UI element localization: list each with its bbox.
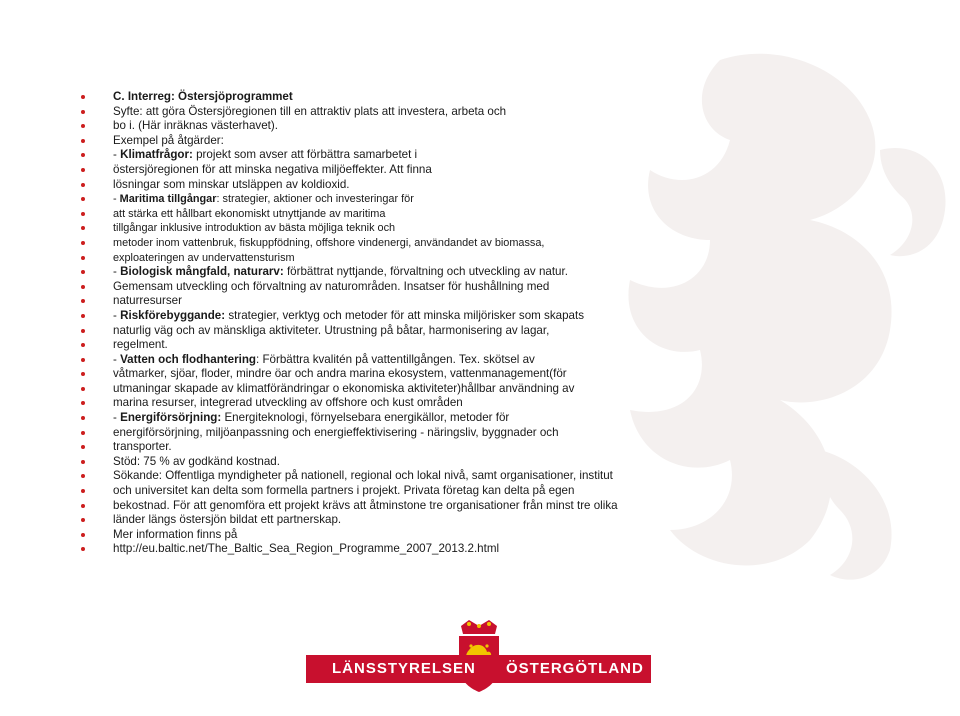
bullet-icon [81, 124, 85, 128]
text-run: - [113, 352, 121, 366]
bullet-icon [81, 197, 85, 201]
bullet-icon [81, 445, 85, 449]
list-item [75, 528, 655, 543]
bullet-icon [81, 183, 85, 187]
text-run: och universitet kan delta som formella partners i projekt. Privata företag kan delta på egen [113, 484, 575, 498]
text-run: bo i. (Här inräknas västerhavet). [113, 119, 278, 133]
bullet-icon [81, 474, 85, 478]
text-run: våtmarker, sjöar, floder, mindre öar och andra marina ekosystem, vattenmanagement(för [113, 367, 567, 381]
bullet-icon [81, 431, 85, 435]
text-run: bekostnad. För att genomföra ett projekt krävs att åtminstone tre organisationer från minst tre olika [113, 498, 618, 512]
bullet-icon [81, 226, 85, 230]
list-item [75, 105, 655, 120]
text-run: regelment. [113, 338, 168, 352]
bold-heading: Maritima tillgångar [119, 193, 217, 206]
text-run: http://eu.baltic.net/The_Baltic_Sea_Region_Programme_2007_2013.2.html [113, 542, 500, 556]
list-item [75, 382, 655, 397]
text-run: utmaningar skapade av klimatförändringar o ekonomiska aktiviteter)hållbar användning av [113, 381, 575, 395]
bold-heading: C. Interreg: Östersjöprogrammet [113, 90, 293, 103]
bullet-icon [81, 314, 85, 318]
list-item [75, 499, 655, 514]
list-item [75, 134, 655, 149]
list-item [75, 221, 655, 236]
text-run: marina resurser, integrerad utveckling av offshore och kust områden [113, 396, 463, 410]
list-item [75, 192, 655, 207]
text-run: länder längs östersjön bildat ett partnerskap. [113, 513, 342, 527]
list-item [75, 426, 655, 441]
list-item [75, 119, 655, 134]
text-run: naturresurser [113, 294, 182, 308]
list-item [75, 469, 655, 484]
text-run: metoder inom vattenbruk, fiskuppfödning, offshore vindenergi, användandet av biomassa, [113, 236, 545, 249]
text-run: förbättrat nyttjande, förvaltning och utveckling av natur. [283, 265, 568, 279]
bullet-list [75, 90, 655, 557]
bold-heading: Vatten och flodhantering [120, 352, 257, 366]
bullet-icon [81, 299, 85, 303]
list-item [75, 251, 655, 266]
text-run: Mer information finns på [113, 527, 238, 541]
text-run: - [113, 148, 121, 162]
text-run: Exempel på åtgärder: [113, 133, 224, 147]
text-run: Gemensam utveckling och förvaltning av naturområden. Insatser för hushållning med [113, 279, 550, 293]
list-item [75, 148, 655, 163]
list-item [75, 455, 655, 470]
bullet-icon [81, 95, 85, 99]
list-item [75, 396, 655, 411]
text-run: lösningar som minskar utsläppen av koldioxid. [113, 177, 350, 191]
bold-heading: Biologisk mångfald, naturarv: [120, 265, 284, 279]
list-item [75, 90, 655, 105]
list-item [75, 338, 655, 353]
bold-heading: Riskförebyggande: [120, 308, 226, 322]
bullet-icon [81, 241, 85, 245]
text-run: att stärka ett hållbart ekonomiskt utnyttjande av maritima [113, 207, 386, 220]
list-item [75, 324, 655, 339]
text-run: - [113, 265, 121, 279]
bullet-icon [81, 110, 85, 114]
list-item [75, 163, 655, 178]
bullet-icon [81, 153, 85, 157]
list-item [75, 484, 655, 499]
list-item [75, 294, 655, 309]
text-run: Sökande: Offentliga myndigheter på nationell, regional och lokal nivå, samt organisationer, institut [113, 469, 613, 483]
footer-logo [0, 620, 960, 716]
list-item [75, 236, 655, 251]
text-run: Syfte: att göra Östersjöregionen till en attraktiv plats att investera, arbeta och [113, 104, 507, 118]
list-item [75, 280, 655, 295]
text-run: - [113, 411, 121, 425]
list-item [75, 440, 655, 455]
list-item [75, 513, 655, 528]
text-run: - [113, 308, 121, 322]
list-item [75, 353, 655, 368]
bullet-icon [81, 372, 85, 376]
text-run: : Förbättra kvalitén på vattentillgången. Tex. skötsel av [256, 352, 535, 366]
bullet-icon [81, 401, 85, 405]
list-item [75, 178, 655, 193]
bullet-icon [81, 270, 85, 274]
bullet-icon [81, 212, 85, 216]
bullet-icon [81, 489, 85, 493]
text-run: : strategier, aktioner och investeringar för [216, 193, 414, 206]
bullet-icon [81, 547, 85, 551]
bullet-icon [81, 460, 85, 464]
bullet-icon [81, 343, 85, 347]
list-item [75, 411, 655, 426]
list-item [75, 309, 655, 324]
bullet-icon [81, 533, 85, 537]
bullet-icon [81, 518, 85, 522]
bullet-icon [81, 504, 85, 508]
list-item [75, 207, 655, 222]
text-run: naturlig väg och av mänskliga aktiviteter. Utrustning på båtar, harmonisering av lagar, [113, 323, 550, 337]
logo-text-lansstyrelsen: LÄNSSTYRELSEN [332, 660, 476, 677]
text-run: - [113, 193, 120, 206]
bullet-icon [81, 329, 85, 333]
logo-text-ostergotland: ÖSTERGÖTLAND [506, 660, 644, 677]
logo-band [306, 655, 651, 683]
list-item [75, 265, 655, 280]
bullet-icon [81, 139, 85, 143]
bullet-icon [81, 256, 85, 260]
text-run: strategier, verktyg och metoder för att minska miljörisker som skapats [225, 308, 584, 322]
text-run: Energiteknologi, förnyelsebara energikällor, metoder för [221, 411, 510, 425]
text-run: energiförsörjning, miljöanpassning och energieffektivisering - näringsliv, byggnader och [113, 425, 559, 439]
text-run: projekt som avser att förbättra samarbetet i [192, 148, 418, 162]
list-item [75, 542, 655, 557]
text-run: östersjöregionen för att minska negativa miljöeffekter. Att finna [113, 162, 432, 176]
text-run: tillgångar inklusive introduktion av bästa möjliga teknik och [113, 222, 396, 235]
bullet-icon [81, 387, 85, 391]
bold-heading: Klimatfrågor: [120, 148, 193, 162]
list-item [75, 367, 655, 382]
bullet-icon [81, 416, 85, 420]
text-run: exploateringen av undervattensturism [113, 251, 295, 264]
bullet-icon [81, 358, 85, 362]
text-run: transporter. [113, 440, 172, 454]
bullet-icon [81, 285, 85, 289]
text-run: Stöd: 75 % av godkänd kostnad. [113, 454, 280, 468]
bullet-icon [81, 168, 85, 172]
bold-heading: Energiförsörjning: [120, 411, 222, 425]
